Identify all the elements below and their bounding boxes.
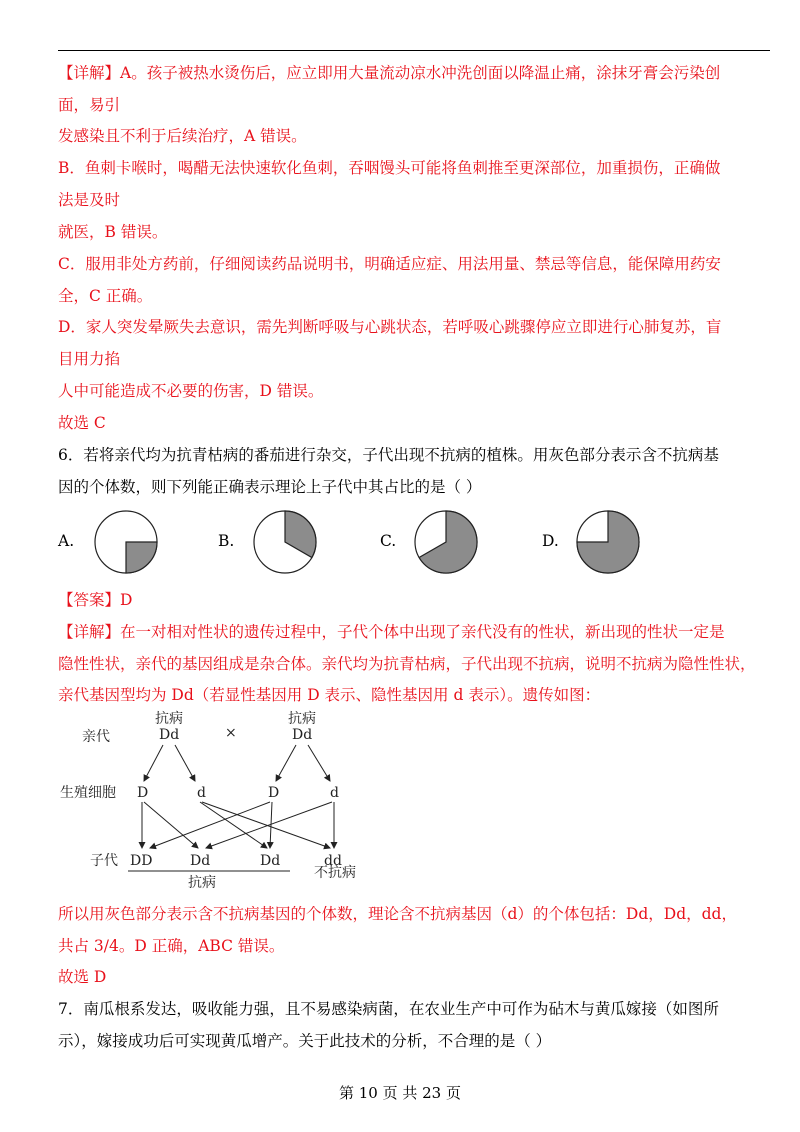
detail-line: 【详解】在一对相对性状的遗传过程中，子代个体中出现了亲代没有的性状，新出现的性状一定是	[58, 623, 725, 641]
detail-line: 法是及时	[58, 191, 121, 209]
parent2-trait: 抗病	[288, 711, 316, 727]
detail-line: B．鱼刺卡喉时，喝醋无法快速软化鱼刺，吞咽馒头可能将鱼刺推至更深部位，加重损伤，正确做	[58, 159, 721, 177]
detail-line: 隐性性状，亲代的基因组成是杂合体。亲代均为抗青枯病，子代出现不抗病，说明不抗病为隐性性状，	[58, 655, 756, 673]
child-3: Dd	[260, 853, 281, 869]
resistant-label: 抗病	[188, 875, 216, 891]
page-footer: 第 10 页 共 23 页	[338, 1084, 461, 1102]
option-b-label: B.	[218, 532, 235, 550]
option-a-pie	[92, 508, 160, 576]
choose-line: 故选 C	[58, 414, 106, 432]
detail-line: 亲代基因型均为 Dd（若显性基因用 D 表示、隐性基因用 d 表示）。遗传如图：	[58, 686, 601, 704]
child-4: dd	[324, 853, 342, 869]
detail-line: 目用力掐	[58, 350, 121, 368]
row-label-gamete: 生殖细胞	[60, 785, 116, 801]
option-d-pie	[574, 508, 642, 576]
parent1-trait: 抗病	[155, 711, 183, 727]
option-b-pie	[251, 508, 319, 576]
question-6-text: 因的个体数，则下列能正确表示理论上子代中其占比的是（ ）	[58, 478, 482, 496]
detail-line: C．服用非处方药前，仔细阅读药品说明书，明确适应症、用法用量、禁忌等信息，能保障用药安	[58, 255, 721, 273]
detail-line: 就医，B 错误。	[58, 223, 168, 241]
option-c-label: C.	[380, 532, 397, 550]
question-7-text: 7．南瓜根系发达，吸收能力强，且不易感染病菌，在农业生产中可作为砧木与黄瓜嫁接（如图所	[58, 1000, 719, 1018]
detail-line: 所以用灰色部分表示含不抗病基因的个体数，理论含不抗病基因（d）的个体包括：Dd，Dd，dd，	[58, 905, 737, 923]
detail-line: D．家人突发晕厥失去意识，需先判断呼吸与心跳状态，若呼吸心跳骤停应立即进行心肺复苏，盲	[58, 318, 722, 336]
gamete-2: d	[197, 785, 206, 801]
parent1-genotype: Dd	[159, 727, 180, 743]
parent2-genotype: Dd	[292, 727, 313, 743]
detail-line: 人中可能造成不必要的伤害，D 错误。	[58, 382, 324, 400]
row-label-parent: 亲代	[82, 729, 110, 745]
gamete-3: D	[268, 785, 280, 801]
inheritance-diagram	[60, 705, 390, 895]
row-label-child: 子代	[90, 853, 118, 869]
option-a-label: A.	[58, 532, 75, 550]
detail-line: 共占 3/4。D 正确，ABC 错误。	[58, 937, 285, 955]
child-2: Dd	[190, 853, 211, 869]
answer-line: 【答案】D	[58, 591, 133, 609]
detail-line: 全，C 正确。	[58, 287, 153, 305]
detail-line: 面，易引	[58, 96, 121, 114]
child-1: DD	[130, 853, 153, 869]
question-6-text: 6．若将亲代均为抗青枯病的番茄进行杂交，子代出现不抗病的植株。用灰色部分表示含不抗病基	[58, 446, 719, 464]
option-d-label: D.	[542, 532, 559, 550]
gamete-4: d	[330, 785, 339, 801]
detail-line: 发感染且不利于后续治疗，A 错误。	[58, 127, 307, 145]
gamete-1: D	[137, 785, 149, 801]
header-rule	[58, 50, 770, 51]
option-c-pie	[412, 508, 480, 576]
cross-symbol: ×	[225, 725, 237, 741]
pie-gray-slice	[126, 542, 157, 573]
nonresistant-label: 不抗病	[314, 865, 356, 881]
detail-line: 【详解】A。孩子被热水烫伤后，应立即用大量流动凉水冲洗创面以降温止痛，涂抹牙膏会污染创	[58, 64, 721, 82]
choose-line: 故选 D	[58, 968, 107, 986]
question-7-text: 示），嫁接成功后可实现黄瓜增产。关于此技术的分析，不合理的是（ ）	[58, 1032, 552, 1050]
